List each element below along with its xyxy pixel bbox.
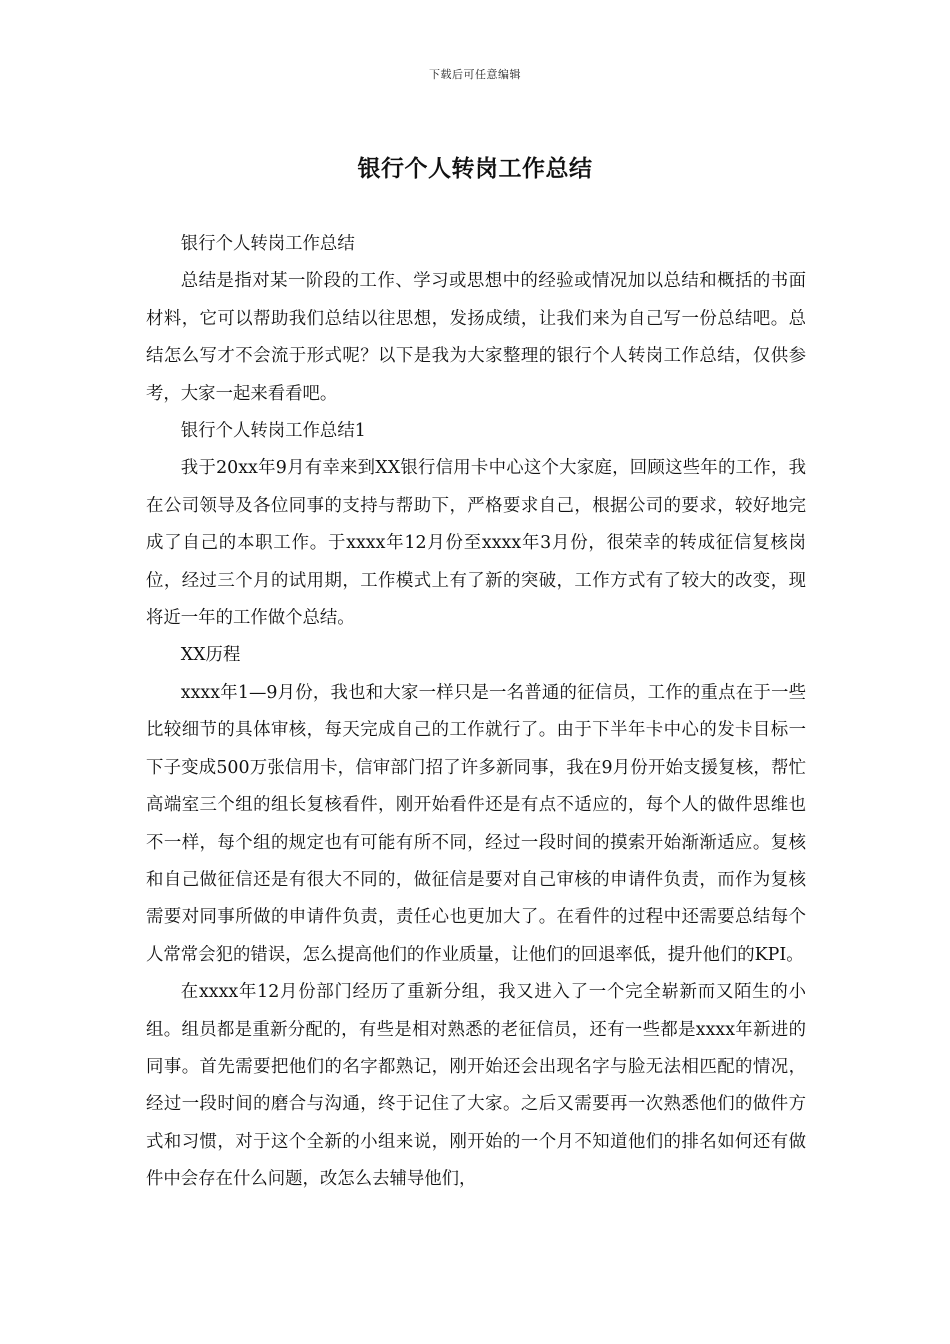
paragraph-overview: 我于20xx年9月有幸来到XX银行信用卡中心这个大家庭，回顾这些年的工作，我在公司领导及各位同事的支持与帮助下，严格要求自己，根据公司的要求，较好地完成了自己的本职工作。于xxxx年12月份至xxxx年3月份，很荣幸的转成征信复核岗位，经过三个月的试用期，工作模式上有了新的突破，工作方式有了较大的改变，现将近一年的工作做个总结。 — [146, 458, 806, 629]
paragraph-section-heading: 银行个人转岗工作总结1 — [180, 421, 366, 442]
paragraph-history-1: xxxx年1—9月份，我也和大家一样只是一名普通的征信员，工作的重点在于一些比较细节的具体审核，每天完成自己的工作就行了。由于下半年卡中心的发卡目标一下子变成500万张信用卡，信审部门招了许多新同事，我在9月份开始支援复核，帮忙高端室三个组的组长复核看件，刚开始看件还是有点不适应的，每个人的做件思维也不一样，每个组的规定也有可能有所不同，经过一段时间的摸索开始渐渐适应。复核和自己做征信还是有很大不同的，做征信是要对自己审核的申请件负责，而作为复核需要对同事所做的申请件负责，责任心也更加大了。在看件的过程中还需要总结每个人常常会犯的错误，怎么提高他们的作业质量，让他们的回退率低，提升他们的KPI。 — [146, 682, 806, 965]
paragraph-history-heading: XX历程 — [180, 645, 241, 666]
document-body — [146, 226, 806, 1199]
paragraph-intro: 总结是指对某一阶段的工作、学习或思想中的经验或情况加以总结和概括的书面材料，它可以帮助我们总结以往思想，发扬成绩，让我们来为自己写一份总结吧。总结怎么写才不会流于形式呢？以下是我为大家整理的银行个人转岗工作总结，仅供参考，大家一起来看看吧。 — [146, 271, 806, 404]
paragraph-history-2: 在xxxx年12月份部门经历了重新分组，我又进入了一个完全崭新而又陌生的小组。组员都是重新分配的，有些是相对熟悉的老征信员，还有一些都是xxxx年新进的同事。首先需要把他们的名字都熟记，刚开始还会出现名字与脸无法相匹配的情况，经过一段时间的磨合与沟通，终于记住了大家。之后又需要再一次熟悉他们的做件方式和习惯，对于这个全新的小组来说，刚开始的一个月不知道他们的排名如何还有做件中会存在什么问题，改怎么去辅导他们， — [146, 982, 806, 1190]
document-title: 银行个人转岗工作总结 — [357, 155, 593, 182]
header-note: 下载后可任意编辑 — [429, 68, 521, 81]
paragraph-subtitle: 银行个人转岗工作总结 — [180, 234, 355, 254]
